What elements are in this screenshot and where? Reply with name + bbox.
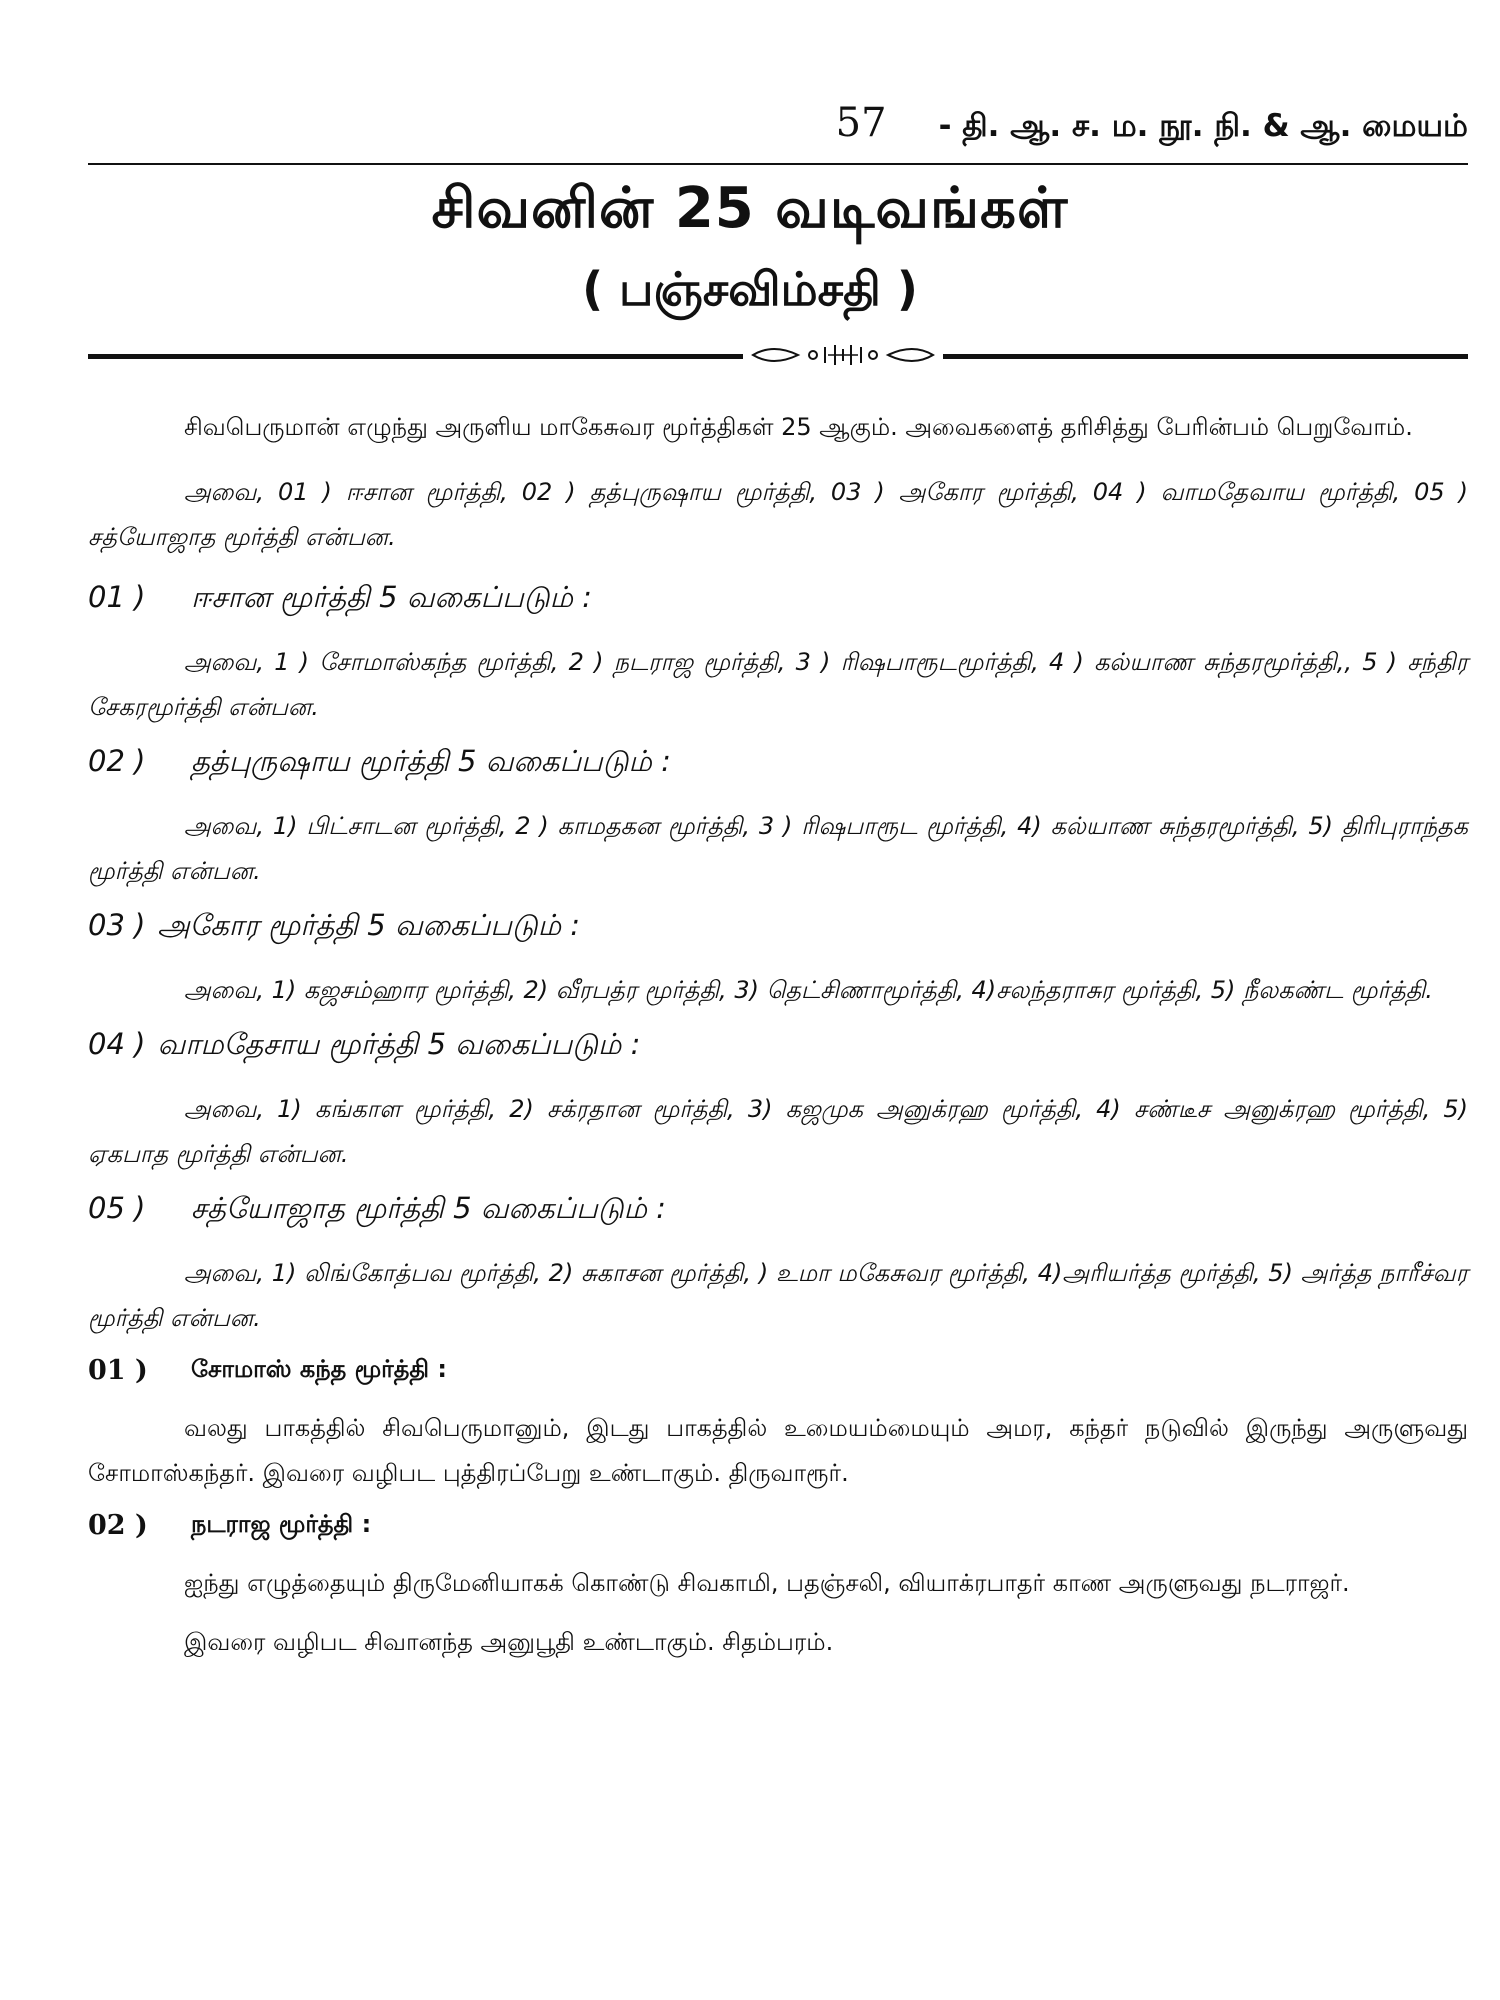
group-title: சத்யோஜாத மூர்த்தி 5 வகைப்படும் :	[191, 1191, 666, 1225]
intro-paragraph: சிவபெருமான் எழுந்து அருளிய மாகேசுவர மூர்த்திகள் 25 ஆகும். அவைகளைத் தரிசித்து பேரின்பம் பெறுவோம்.	[184, 413, 1413, 441]
main-content	[88, 405, 1468, 1679]
detail-paragraph: இவரை வழிபட சிவானந்த அனுபூதி உண்டாகும். சிதம்பரம்.	[184, 1628, 834, 1656]
group-text: அவை, 1) கங்காள மூர்த்தி, 2) சக்ரதான மூர்த்தி, 3) கஜமுக அனுக்ரஹ மூர்த்தி, 4) சண்டீச அனுக்ரஹ மூர்த்தி, 5) ஏகபாத மூர்த்தி என்பன.	[88, 1095, 1468, 1168]
page-header	[88, 100, 1468, 148]
group-number: 05 )	[88, 1191, 146, 1225]
group-heading	[88, 1027, 1468, 1065]
header-divider	[88, 163, 1468, 165]
detail-number: 02 )	[88, 1510, 148, 1541]
group-text: அவை, 1 ) சோமாஸ்கந்த மூர்த்தி, 2 ) நடராஜ மூர்த்தி, 3 ) ரிஷபாரூடமூர்த்தி, 4 ) கல்யாண சுந்தரமூர்த்தி,, 5 ) சந்திர சேகரமூர்த்தி என்பன.	[88, 648, 1469, 721]
ornament-icon	[743, 341, 943, 369]
group-heading	[88, 744, 1468, 782]
detail-heading	[88, 1355, 1468, 1386]
group-number: 04 )	[88, 1027, 146, 1061]
group-text: அவை, 1) கஜசம்ஹார மூர்த்தி, 2) வீரபத்ர மூர்த்தி, 3) தெட்சிணாமூர்த்தி, 4)சலந்தராசுர மூர்த்தி, 5) நீலகண்ட மூர்த்தி.	[184, 976, 1433, 1004]
group-title: வாமதேசாய மூர்த்தி 5 வகைப்படும் :	[157, 1027, 641, 1061]
group-heading	[88, 580, 1468, 618]
page-title: சிவனின் 25 வடிவங்கள்	[431, 176, 1069, 241]
group-text: அவை, 1) பிட்சாடன மூர்த்தி, 2 ) காமதகன மூர்த்தி, 3 ) ரிஷபாரூட மூர்த்தி, 4) கல்யாண சுந்தரமூர்த்தி, 5) திரிபுராந்தக மூர்த்தி என்பன.	[88, 812, 1468, 885]
ornament-divider	[88, 345, 1468, 365]
group-title: ஈசான மூர்த்தி 5 வகைப்படும் :	[191, 580, 592, 614]
header-org: - தி. ஆ. ச. ம. நூ. நி. & ஆ. மையம்	[938, 108, 1468, 144]
detail-title: நடராஜ மூர்த்தி :	[191, 1510, 372, 1538]
detail-number: 01 )	[88, 1355, 148, 1386]
detail-heading	[88, 1510, 1468, 1541]
detail-paragraph: ஐந்து எழுத்தையும் திருமேனியாகக் கொண்டு சிவகாமி, பதஞ்சலி, வியாக்ரபாதர் காண அருளுவது நடராஜர்.	[184, 1569, 1350, 1597]
detail-title: சோமாஸ் கந்த மூர்த்தி :	[191, 1355, 447, 1383]
page-subtitle: ( பஞ்சவிம்சதி )	[582, 262, 918, 316]
group-title: தத்புருஷாய மூர்த்தி 5 வகைப்படும் :	[191, 744, 671, 778]
group-heading	[88, 908, 1468, 946]
page-number: 57	[835, 100, 887, 146]
group-title: அகோர மூர்த்தி 5 வகைப்படும் :	[157, 908, 581, 942]
detail-paragraph: வலது பாகத்தில் சிவபெருமானும், இடது பாகத்தில் உமையம்மையும் அமர, கந்தர் நடுவில் இருந்து அருளுவது சோமாஸ்கந்தர். இவரை வழிபட புத்திரப்பேறு உண்டாகும். திருவாரூர்.	[88, 1414, 1468, 1487]
group-text: அவை, 1) லிங்கோத்பவ மூர்த்தி, 2) சுகாசன மூர்த்தி, ) உமா மகேசுவர மூர்த்தி, 4)அரியர்த்த மூர்த்தி, 5) அர்த்த நாரீச்வர மூர்த்தி என்பன.	[88, 1259, 1468, 1332]
group-number: 02 )	[88, 744, 146, 778]
group-heading	[88, 1191, 1468, 1229]
group-number: 01 )	[88, 580, 146, 614]
intro-list-paragraph: அவை, 01 ) ஈசான மூர்த்தி, 02 ) தத்புருஷாய மூர்த்தி, 03 ) அகோர மூர்த்தி, 04 ) வாமதேவாய மூர்த்தி, 05 ) சத்யோஜாத மூர்த்தி என்பன.	[88, 478, 1468, 551]
group-number: 03 )	[88, 908, 146, 942]
